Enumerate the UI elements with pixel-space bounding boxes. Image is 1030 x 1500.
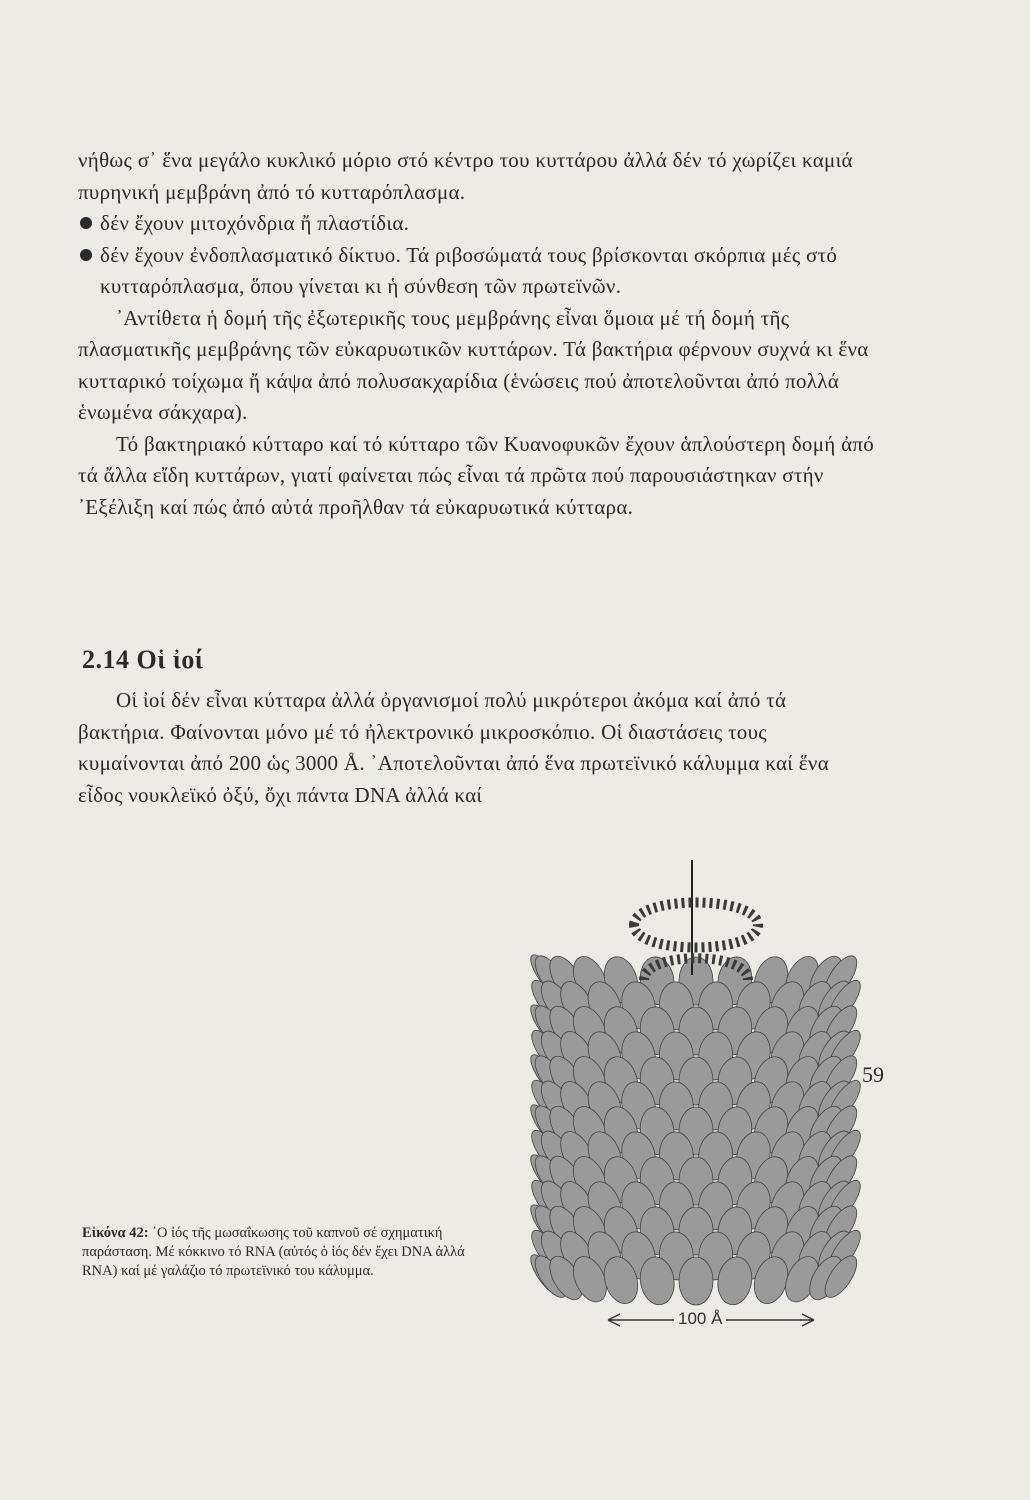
- body-text: [78, 145, 878, 523]
- caption-label: Εἰκόνα 42:: [82, 1225, 149, 1241]
- bullet-text-1: δέν ἔχουν μιτοχόνδρια ἤ πλαστίδια.: [100, 211, 410, 235]
- paragraph-4: Οἱ ἰοί δέν εἶναι κύτταρα ἀλλά ὀργανισμοί πολύ μικρότεροι ἀκόμα καί ἀπό τά βακτήρια. Φαίνονται μόνο μέ τό ἠλεκτρονικό μικροσκόπιο. Οἱ διαστάσεις τους κυμαίνονται ἀπό 200 ὡς 3000 Å. ᾽Αποτελοῦνται ἀπό ἕνα πρωτεϊνικό κάλυμμα καί ἕνα εἶδος νουκλεϊκό ὀξύ, ὄχι πάντα DNA ἀλλά καί: [78, 688, 829, 807]
- bullet-icon: [80, 217, 92, 229]
- paragraph-3: Τό βακτηριακό κύτταρο καί τό κύτταρο τῶν Κυανοφυκῶν ἔχουν ἁπλούστερη δομή ἀπό τά ἄλλα εἴδη κυττάρων, γιατί φαίνεται πώς εἶναι τά πρῶτα πού παρουσιάστηκαν στήν ᾽Εξέλιξη καί πώς ἀπό αὐτά προῆλθαν τά εὐκαρυωτικά κύτταρα.: [78, 431, 875, 519]
- scale-bar: [606, 1306, 816, 1336]
- paragraph-1: νήθως σ᾽ ἕνα μεγάλο κυκλικό μόριο στό κέντρο του κυττάρου ἀλλά δέν τό χωρίζει καμιά πυρηνική μεμβράνη ἀπό τό κυτταρόπλασμα.: [78, 148, 853, 204]
- coat-subunit: [679, 1257, 713, 1305]
- virus-figure: [526, 855, 886, 1320]
- figure-caption: [82, 1224, 502, 1281]
- bullet-text-2: δέν ἔχουν ἐνδοπλασματικό δίκτυο. Τά ριβοσώματά τους βρίσκονται σκόρπια μές στό κυτταρόπλασμα, ὅπου γίνεται κι ἡ σύνθεση τῶν πρωτεϊνῶν.: [100, 242, 838, 298]
- protein-coat: [526, 951, 866, 1308]
- section-text: [78, 685, 878, 811]
- bullet-icon: [80, 249, 92, 261]
- tobacco-mosaic-virus-illustration: [526, 855, 886, 1315]
- scale-label: 100 Å: [674, 1309, 726, 1329]
- rna-helix-upper: [634, 903, 758, 948]
- bullet-item-1: [78, 208, 878, 240]
- bullet-item-2: [78, 240, 878, 303]
- page-number: 59: [862, 1062, 884, 1087]
- paragraph-2: ᾽Αντίθετα ἡ δομή τῆς ἐξωτερικῆς τους μεμβράνης εἶναι ὅμοια μέ τή δομή τῆς πλασματικῆς μεμβράνης τῶν εὐκαρυωτικῶν κυττάρων. Τά βακτήρια φέρνουν συχνά κι ἕνα κυτταρικό τοίχωμα ἤ κάψα ἀπό πολυσακχαρίδια (ἑνώσεις πού ἀποτελοῦνται ἀπό πολλά ἑνωμένα σάκχαρα).: [78, 305, 869, 424]
- section-heading: 2.14 Οἱ ἰοί: [82, 645, 204, 674]
- caption-text: ῾Ο ἰός τῆς μωσαΐκωσης τοῦ καπνοῦ σέ σχηματική παράσταση. Μέ κόκκινο τό RNA (αὐτός ὁ ἰός δέν ἔχει DNA ἀλλά RNA) καί μέ γαλάζιο τό πρωτεϊνικό του κάλυμμα.: [82, 1225, 465, 1279]
